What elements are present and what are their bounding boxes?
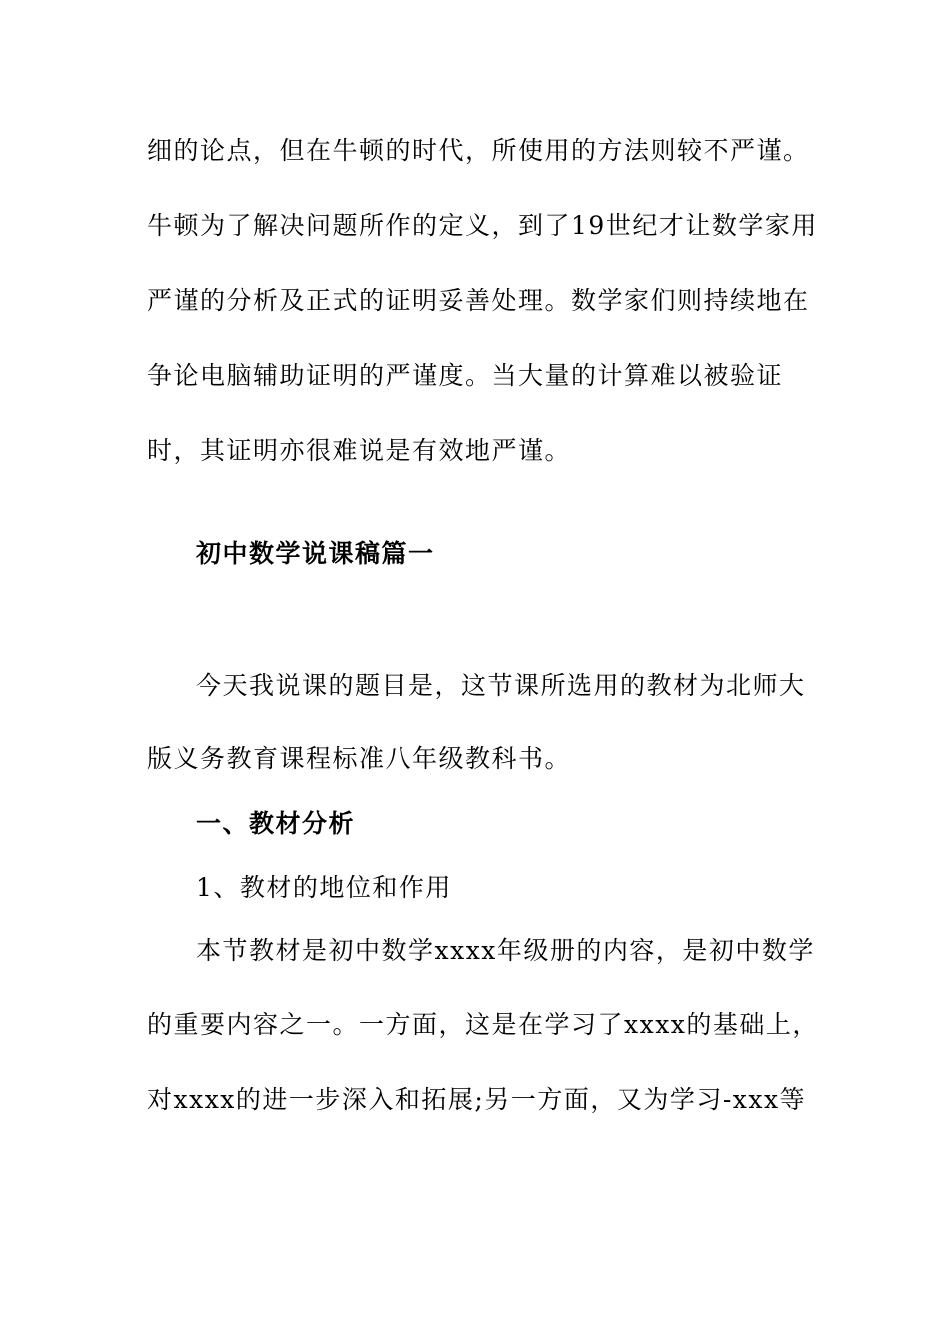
section-heading: 一、教材分析 [196,809,356,838]
paragraph-line: 细的论点，但在牛顿的时代，所使用的方法则较不严谨。 [147,136,810,165]
paragraph-line: 牛顿为了解决问题所作的定义，到了19世纪才让数学家用 [147,211,818,240]
paragraph-line: 本节教材是初中数学xxxx年级册的内容，是初中数学 [196,936,815,965]
paragraph-line: 今天我说课的题目是，这节课所选用的教材为北师大 [196,671,806,700]
paragraph-line: 版义务教育课程标准八年级教科书。 [147,744,572,773]
subsection-heading: 1、教材的地位和作用 [196,873,452,902]
paragraph-line: 的重要内容之一。一方面，这是在学习了xxxx的基础上， [147,1010,819,1039]
paragraph-line: 争论电脑辅助证明的严谨度。当大量的计算难以被验证 [147,361,784,390]
paragraph-line: 对xxxx的进一步深入和拓展;另一方面，又为学习-xxx等 [147,1085,807,1114]
section-heading: 初中数学说课稿篇一 [196,539,435,568]
paragraph-line: 严谨的分析及正式的证明妥善处理。数学家们则持续地在 [147,286,810,315]
paragraph-line: 时，其证明亦很难说是有效地严谨。 [147,436,572,465]
